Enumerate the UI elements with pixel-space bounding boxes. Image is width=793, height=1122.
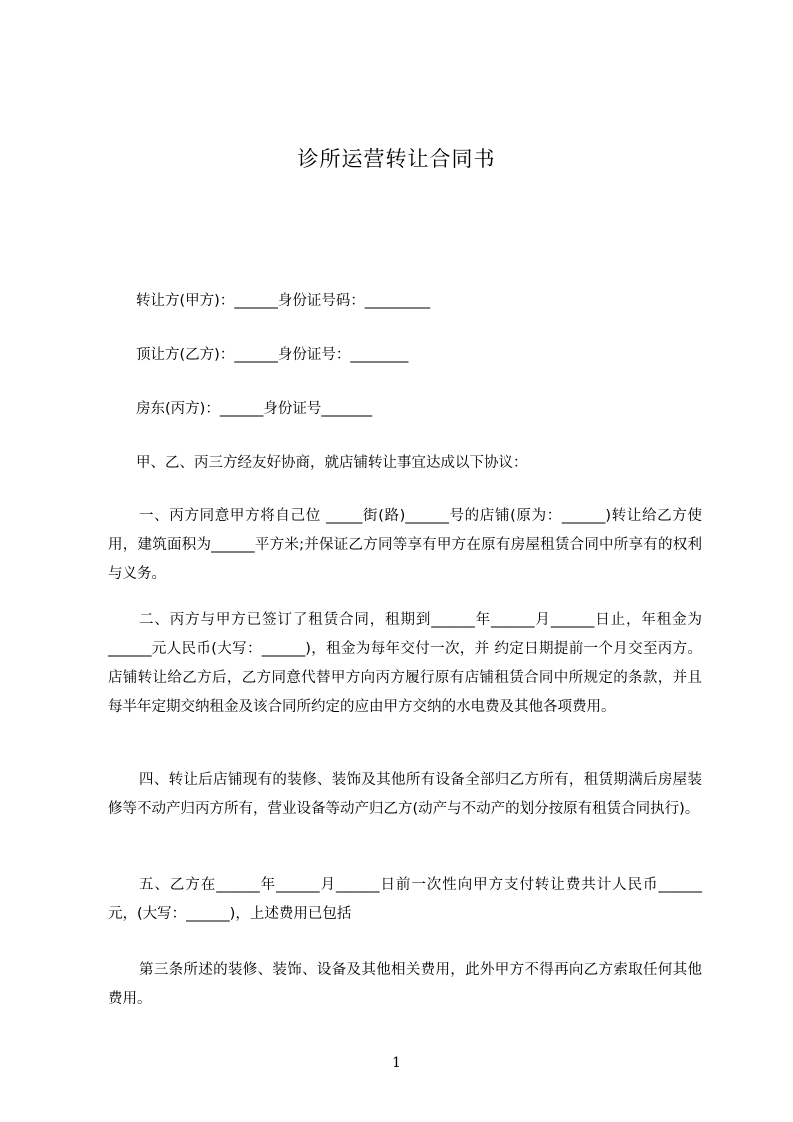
- document-title: 诊所运营转让合同书: [297, 147, 496, 171]
- clause-4: 四、转让后店铺现有的装修、装饰及其他所有设备全部归乙方所有，租赁期满后房屋装修等不动产归丙方所有，营业设备等动产归乙方(动产与不动产的划分按原有租赁合同执行)。: [108, 772, 702, 817]
- transferee-line: 顶让方(乙方)：______身份证号：________: [136, 347, 409, 363]
- intro-paragraph: 甲、乙、丙三方经友好协商，就店铺转让事宜达成以下协议：: [136, 455, 528, 471]
- page-number: 1: [392, 1055, 401, 1071]
- transferor-line: 转让方(甲方)：______身份证号码：_________: [136, 293, 431, 309]
- clause-5-continued: 第三条所述的装修、装饰、设备及其他相关费用，此外甲方不得再向乙方索取任何其他费用。: [108, 962, 702, 1007]
- clause-2: 二、丙方与甲方已签订了租赁合同，租期到______年______月______日止，年租金为______元人民币(大写：______)，租金为每年交付一次，并 约定日期提前一个月交至丙方。店铺转让给乙方后，乙方同意代替甲方向丙方履行原有店铺租赁合同中所规定的条款，并且每半年定期交纳租金及该合同所约定的应由甲方交纳的水电费及其他各项费用。: [108, 612, 702, 715]
- landlord-line: 房东(丙方)：______身份证号_______: [136, 401, 373, 417]
- clause-5: 五、乙方在______年______月______日前一次性向甲方支付转让费共计人民币______元，(大写：______)，上述费用已包括: [108, 877, 702, 922]
- clause-1: 一、丙方同意甲方将自己位 _____街(路)______号的店铺(原为：______)转让给乙方使用，建筑面积为______平方米;并保证乙方同等享有甲方在原有房屋租赁合同中所享有的权利与义务。: [108, 508, 702, 582]
